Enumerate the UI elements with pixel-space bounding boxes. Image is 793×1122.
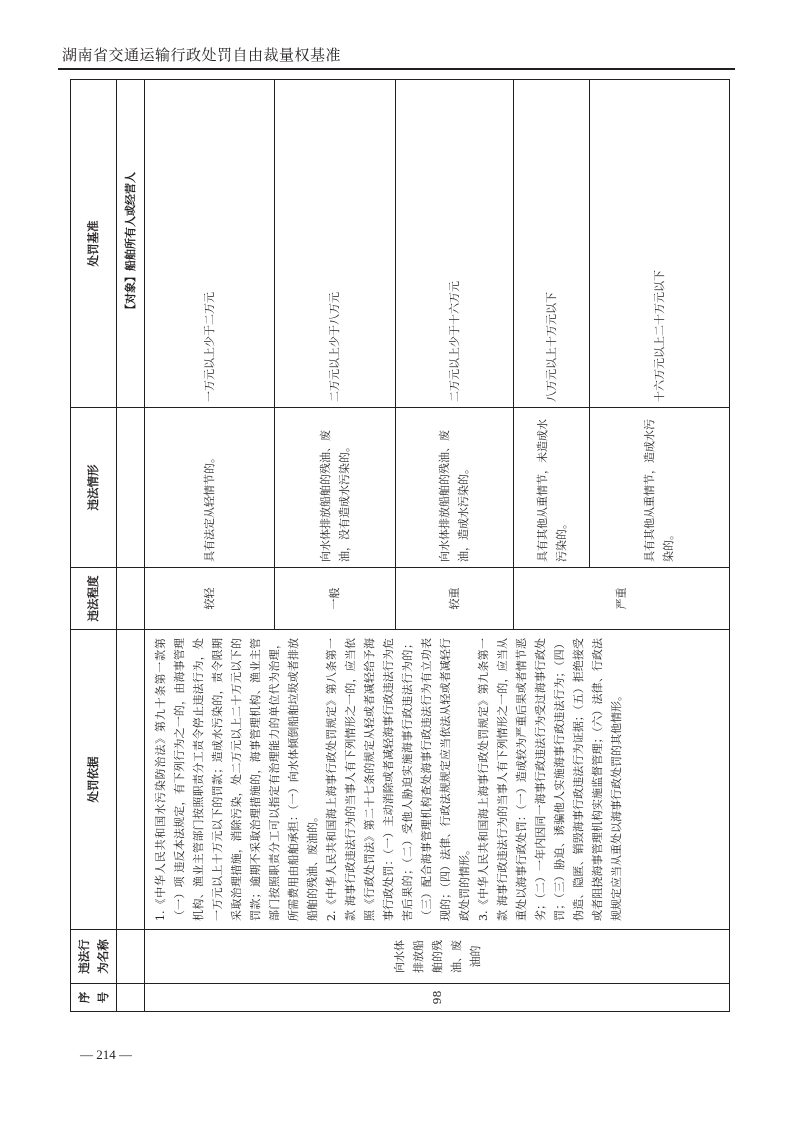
situation-cell: 向水体排放船舶的残油、废油，造成水污染的。 bbox=[395, 408, 514, 568]
standard-cell: 一万元以上少于二万元 bbox=[145, 80, 274, 408]
standard-cell: 十六万元以上二十万元以下 bbox=[589, 80, 729, 408]
degree-cell: 较轻 bbox=[145, 568, 274, 630]
penalty-table-rotated bbox=[70, 80, 730, 1012]
header-divider bbox=[58, 68, 735, 70]
standard-cell: 二万元以上少于八万元 bbox=[274, 80, 395, 408]
header-situation: 违法情形 bbox=[71, 408, 117, 568]
basis-clause: 2.《中华人民共和国海上海事行政处罚规定》第八条第一款 海事行政违法行为的当事人有下列情形之一的，应当依照《行政处罚法》第二十七条的规定从轻或者减轻给予海事行政处罚：（一）主动消除或者减轻海事行政违法行为危害后果的；（二）受他人胁迫实施海事行政违法行为的；（三）配合海事管理机构查处海事行政违法行为有立功表现的；（四）法律、行政法规规定应当依法从轻或者减轻行政处罚的情形。 bbox=[325, 638, 472, 921]
degree-cell: 一般 bbox=[274, 568, 395, 630]
degree-cell: 严重 bbox=[514, 568, 730, 630]
situation-cell: 具有其他从重情节，造成水污染的。 bbox=[589, 408, 729, 568]
situation-cell: 向水体排放船舶的残油、废油，没有造成水污染的。 bbox=[274, 408, 395, 568]
basis-clause: 3.《中华人民共和国海上海事行政处罚规定》第九条第一款 海事行政违法行为的当事人有下列情形之一的，应当从重处以海事行政处罚：（一）造成较为严重后果或者情节恶劣；（二）一年内因同一海事行政违法行为受过海事行政处罚；（三）胁迫、诱骗他人实施海事行政违法行为；（四）伪造、隐匿、销毁海事行政违法行为证据；（五）拒绝接受或者阻挠海事管理机构实施监督管理；（六）法律、行政法规规定应当从重处以海事行政处罚的其他情形。 bbox=[477, 638, 624, 921]
standard-cell: 二万元以上少于十六万元 bbox=[395, 80, 514, 408]
degree-cell: 较重 bbox=[395, 568, 514, 630]
header-standard: 处罚基准 bbox=[71, 80, 117, 408]
situation-cell: 具有其他从重情节，未造成水污染的。 bbox=[514, 408, 589, 568]
row-violation-name: 向水体排放船舶的残油、废油的 bbox=[145, 930, 730, 984]
header-basis: 处罚依据 bbox=[71, 630, 117, 930]
header-target: 【对象】船舶所有人或经营人 bbox=[117, 80, 145, 408]
page-number: — 214 — bbox=[80, 1047, 132, 1062]
page-title: 湖南省交通运输行政处罚自由裁量权基准 bbox=[62, 46, 342, 64]
header-seq: 序号 bbox=[71, 984, 117, 1012]
standard-cell: 八万元以上十万元以下 bbox=[514, 80, 589, 408]
penalty-table bbox=[70, 79, 730, 1012]
row-seq: 98 bbox=[145, 984, 730, 1012]
situation-cell: 具有法定从轻情节的。 bbox=[145, 408, 274, 568]
row-basis bbox=[145, 630, 730, 930]
header-degree: 违法程度 bbox=[71, 568, 117, 630]
basis-clause: 1.《中华人民共和国水污染防治法》第九十条第一款第（一）项 违反本法规定，有下列行为之一的，由海事管理机构、渔业主管部门按照职责分工责令停止违法行为，处一万元以上十万元以下的罚款；造成水污染的，责令限期采取治理措施，消除污染，处二万元以上二十万元以下的罚款；逾期不采取治理措施的，海事管理机构、渔业主管部门按照职责分工可以指定有治理能力的单位代为治理，所需费用由船舶承担：（一）向水体倾倒船舶垃圾或者排放船舶的残油、废油的。 bbox=[154, 638, 320, 921]
header-name: 违法行为名称 bbox=[71, 930, 117, 984]
